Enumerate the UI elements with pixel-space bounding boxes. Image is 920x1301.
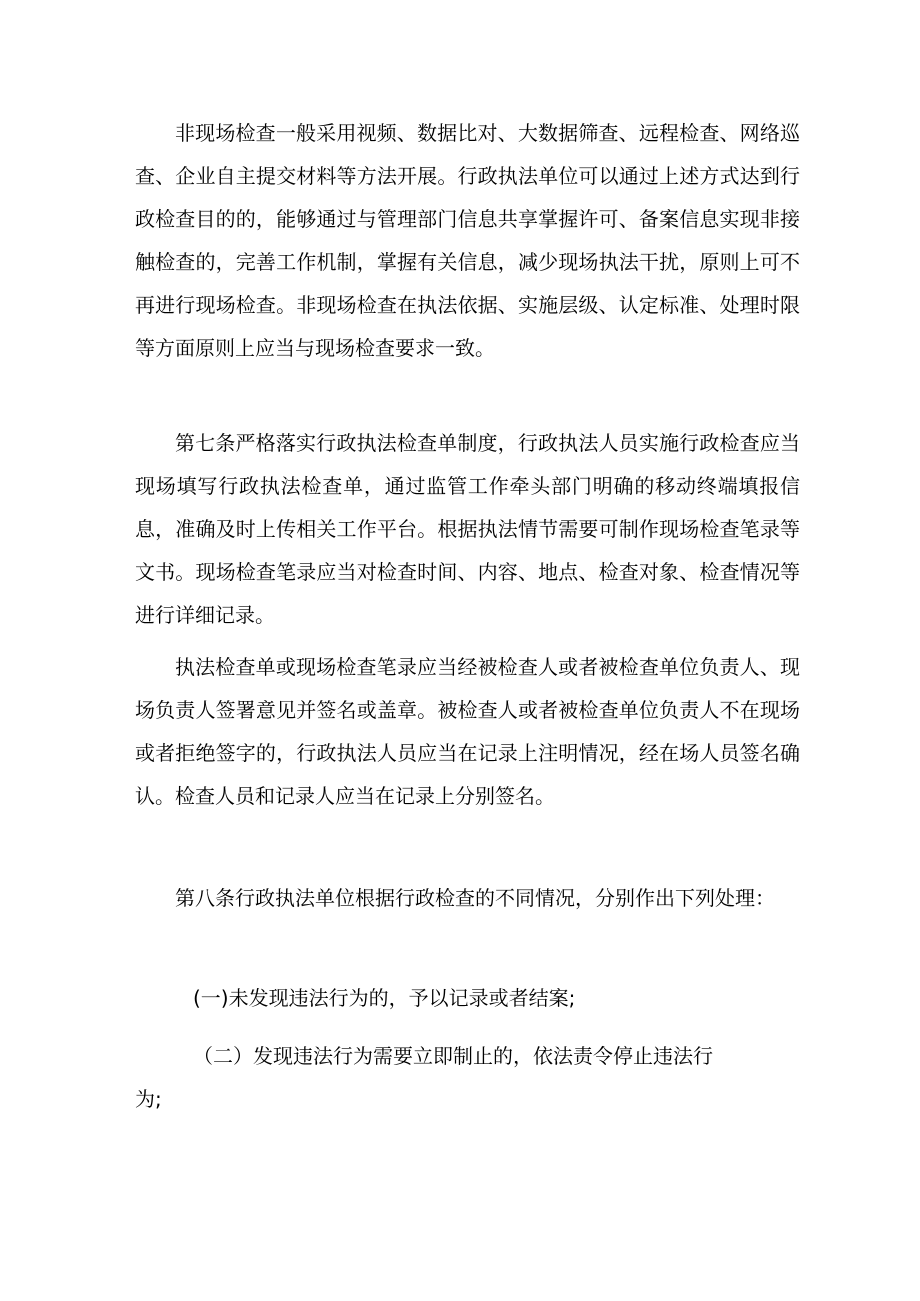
list-item-1: (一)未发现违法行为的，予以记录或者结案; — [193, 986, 576, 1010]
paragraph-article-8: 第八条行政执法单位根据行政检查的不同情况，分别作出下列处理： — [175, 886, 775, 910]
list-item-2: （二）发现违法行为需要立即制止的，依法责令停止违法行 — [193, 1044, 713, 1068]
paragraph-non-site-inspection: 非现场检查一般采用视频、数据比对、大数据筛查、远程检查、网络巡查、企业自主提交材料等方法开展。行政执法单位可以通过上述方式达到行政检查目的的，能够通过与管理部门信息共享掌握许可、备案信息实现非接触检查的，完善工作机制，掌握有关信息，减少现场执法干扰，原则上可不再进行现场检查。非现场检查在执法依据、实施层级、认定标准、处理时限等方面原则上应当与现场检查要求一致。 — [135, 121, 800, 360]
paragraph-article-7: 第七条严格落实行政执法检查单制度，行政执法人员实施行政检查应当现场填写行政执法检查单，通过监管工作牵头部门明确的移动终端填报信息，准确及时上传相关工作平台。根据执法情节需要可制作现场检查笔录等文书。现场检查笔录应当对检查时间、内容、地点、检查对象、检查情况等进行详细记录。 — [135, 431, 800, 627]
paragraph-signature-requirements: 执法检查单或现场检查笔录应当经被检查人或者被检查单位负责人、现场负责人签署意见并签名或盖章。被检查人或者被检查单位负责人不在现场或者拒绝签字的，行政执法人员应当在记录上注明情况，经在场人员签名确认。检查人员和记录人应当在记录上分别签名。 — [135, 655, 800, 808]
list-item-2-continuation: 为; — [135, 1087, 162, 1111]
